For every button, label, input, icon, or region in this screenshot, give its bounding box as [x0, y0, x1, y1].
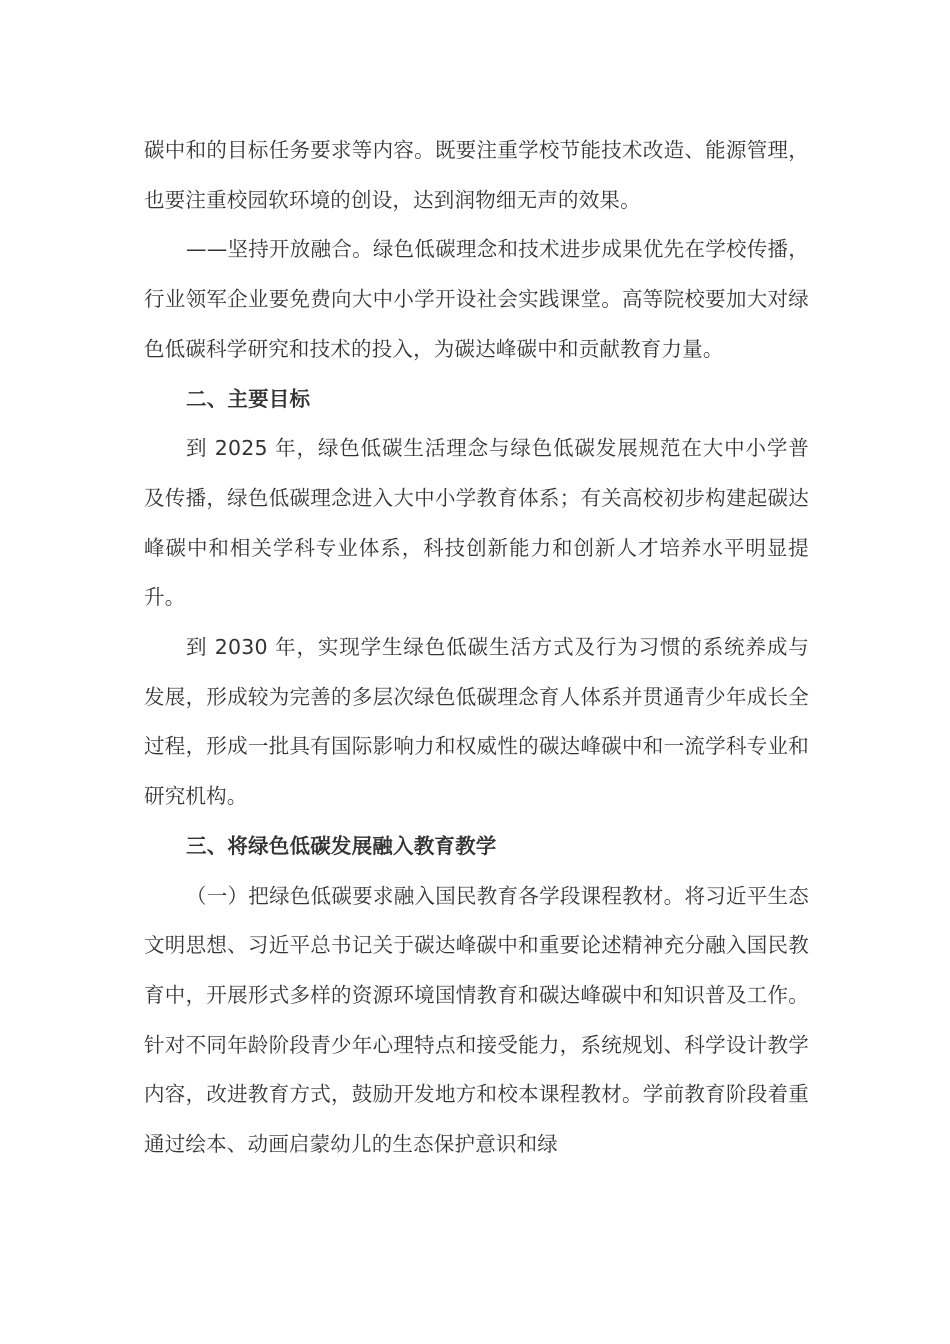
- paragraph-goal-2025: 到 2025 年，绿色低碳生活理念与绿色低碳发展规范在大中小学普及传播，绿色低碳理念进入大中小学教育体系；有关高校初步构建起碳达峰碳中和相关学科专业体系，科技创新能力和创新人才培养水平明显提升。: [144, 436, 809, 610]
- paragraph-continuation: 碳中和的目标任务要求等内容。既要注重学校节能技术改造、能源管理，也要注重校园软环境的创设，达到润物细无声的效果。: [144, 138, 809, 212]
- paragraph-curriculum: （一）把绿色低碳要求融入国民教育各学段课程教材。将习近平生态文明思想、习近平总书记关于碳达峰碳中和重要论述精神充分融入国民教育中，开展形式多样的资源环境国情教育和碳达峰碳中和知识普及工作。针对不同年龄阶段青少年心理特点和接受能力，系统规划、科学设计教学内容，改进教育方式，鼓励开发地方和校本课程教材。学前教育阶段着重通过绘本、动画启蒙幼儿的生态保护意识和绿: [144, 883, 809, 1157]
- section-heading-main-goals: 二、主要目标: [186, 386, 311, 411]
- document-body: [144, 126, 809, 1170]
- paragraph-open-integration: ——坚持开放融合。绿色低碳理念和技术进步成果优先在学校传播，行业领军企业要免费向大中小学开设社会实践课堂。高等院校要加大对绿色低碳科学研究和技术的投入，为碳达峰碳中和贡献教育力量。: [144, 237, 809, 361]
- section-heading-education-integration: 三、将绿色低碳发展融入教育教学: [186, 833, 497, 858]
- paragraph-goal-2030: 到 2030 年，实现学生绿色低碳生活方式及行为习惯的系统养成与发展，形成较为完善的多层次绿色低碳理念育人体系并贯通青少年成长全过程，形成一批具有国际影响力和权威性的碳达峰碳中和一流学科专业和研究机构。: [144, 635, 809, 809]
